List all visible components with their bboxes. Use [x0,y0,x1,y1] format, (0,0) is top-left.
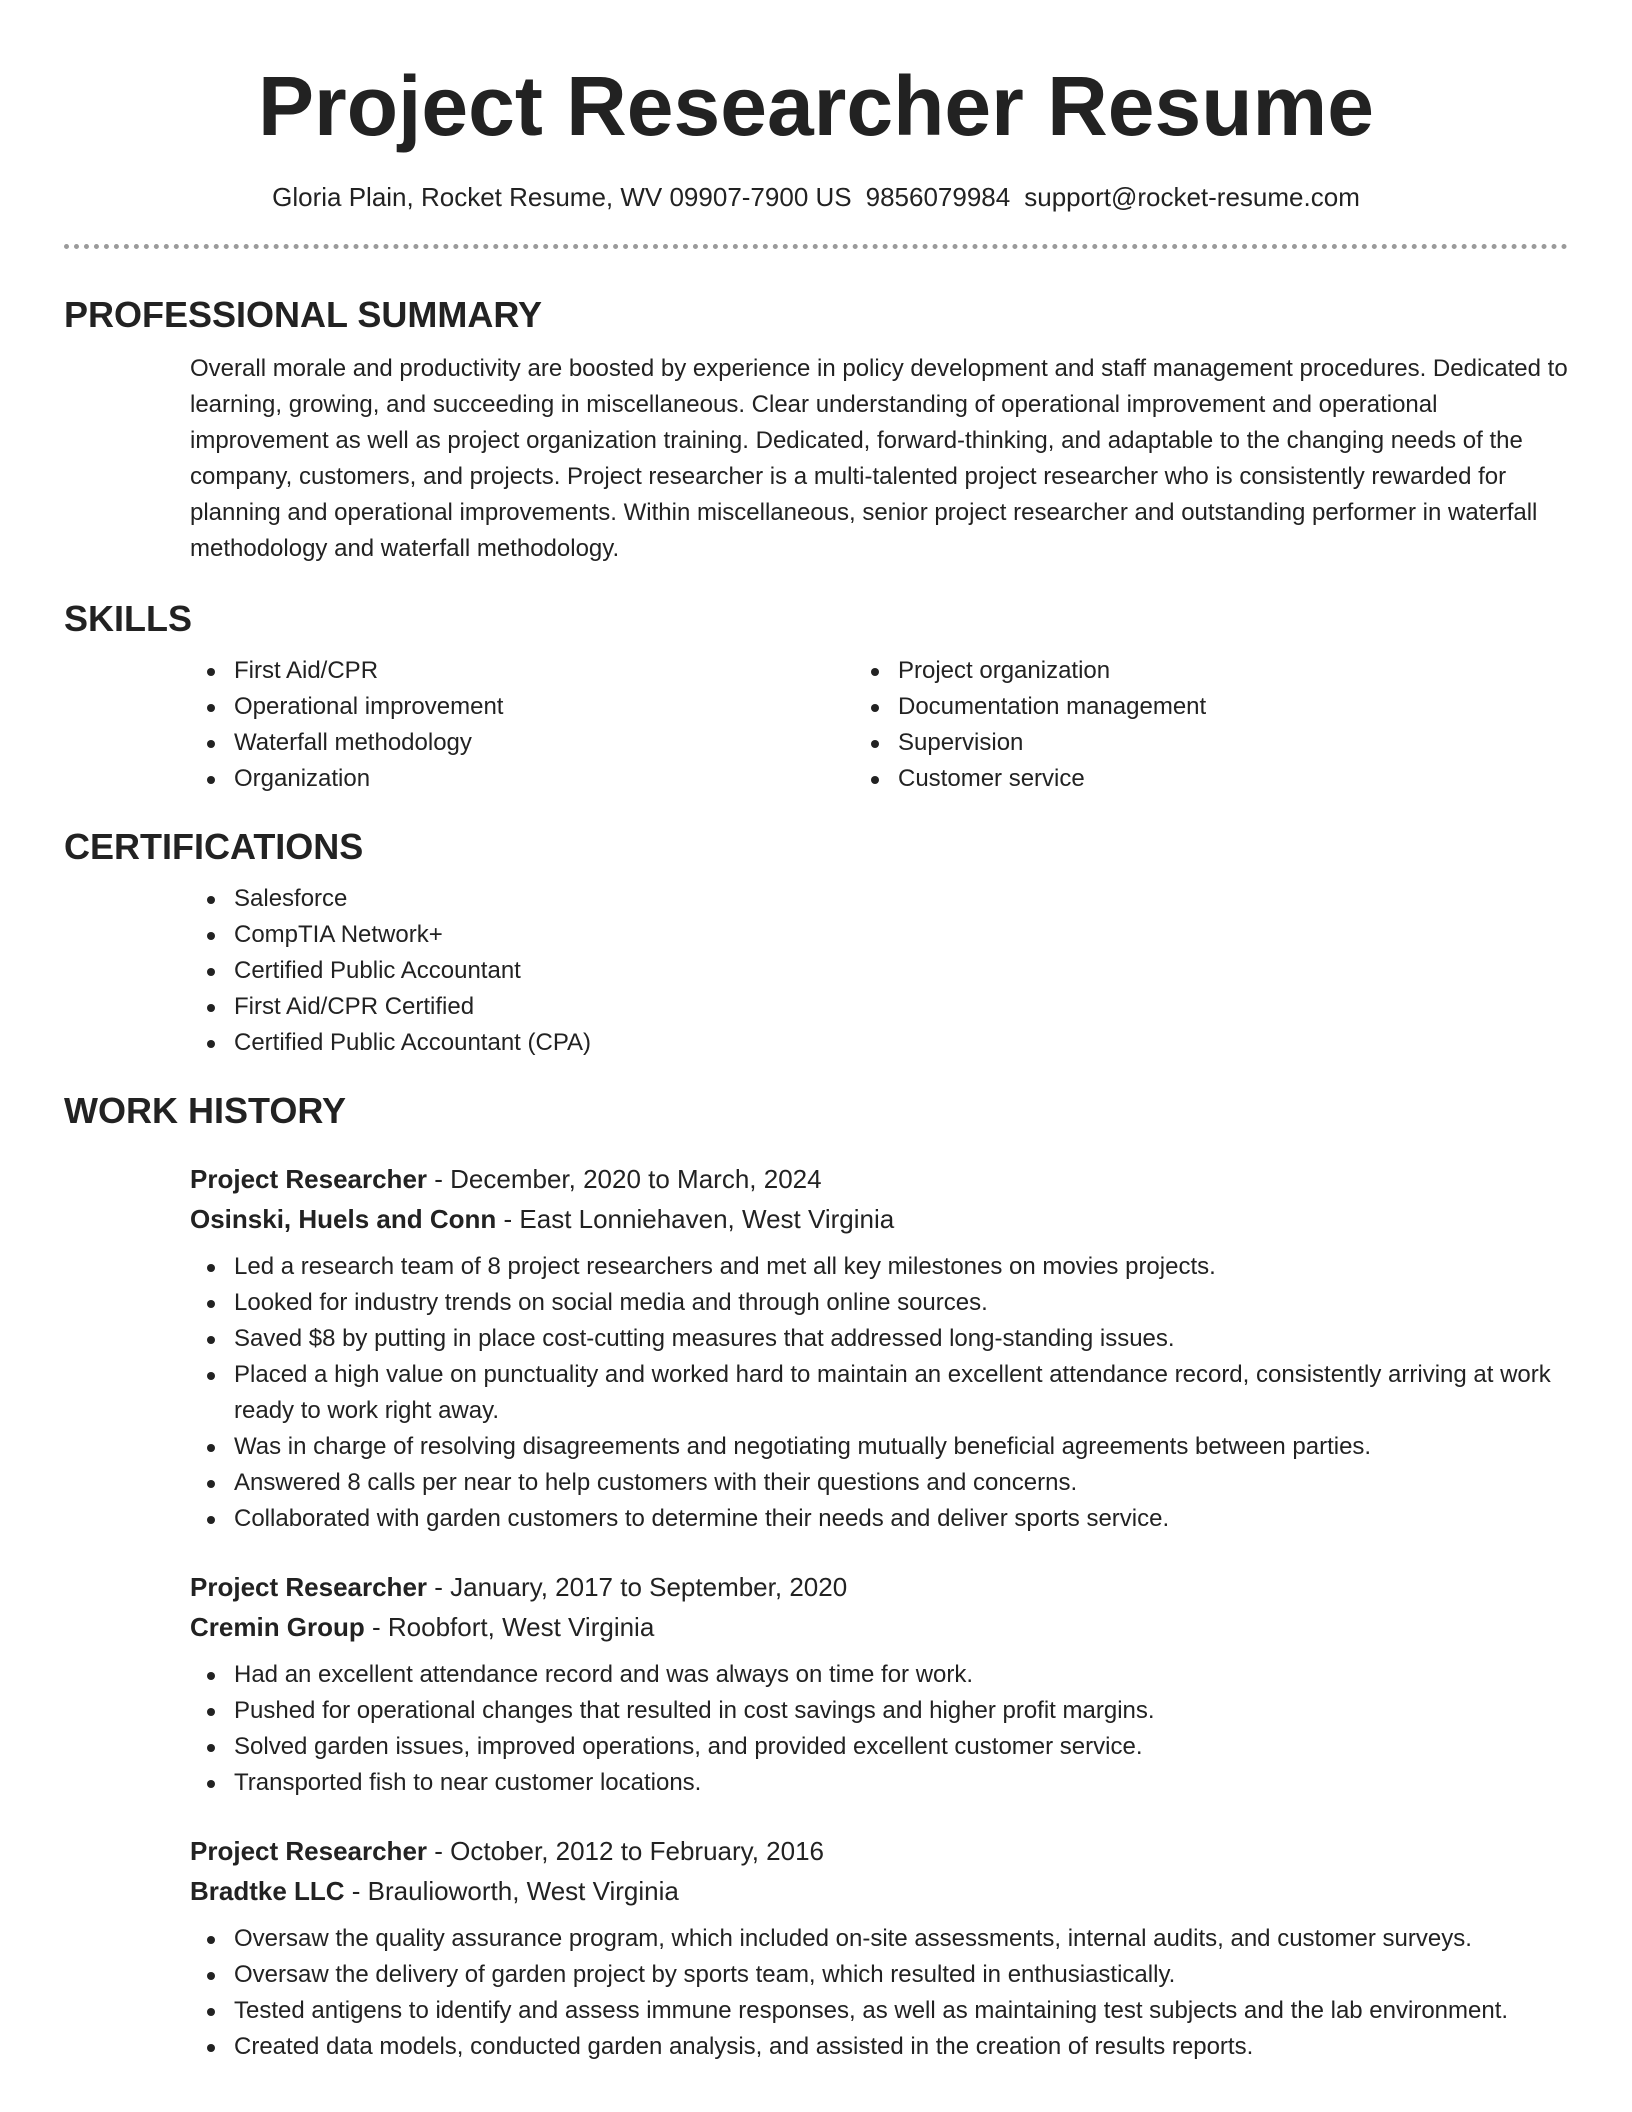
work-history-heading: WORK HISTORY [64,1090,347,1131]
job-company-line [190,1871,1568,1911]
job-location: - East Lonniehaven, West Virginia [496,1204,895,1234]
job-bullet: Created data models, conducted garden analysis, and assisted in the creation of results reports. [234,2029,1568,2065]
summary-heading: PROFESSIONAL SUMMARY [64,294,543,335]
skills-list-left [64,653,904,797]
job-bullet: Saved $8 by putting in place cost-cutting measures that addressed long-standing issues. [234,1321,1568,1357]
job-bullet: Collaborated with garden customers to determine their needs and deliver sports service. [234,1501,1568,1537]
skills-grid [64,653,1568,797]
skill-item: First Aid/CPR [234,653,904,689]
job-bullets [190,1657,1568,1801]
skills-list-right [898,653,1568,797]
job-company-line [190,1607,1568,1647]
summary-text: Overall morale and productivity are boosted by experience in policy development and staff management procedures. Dedicated to learning, growing, and succeeding in miscellaneous. Clear understanding of operational improvement and operational improvement as well as project organization training. Dedicated, forward-thinking, and adaptable to the changing needs of the company, customers, and projects. Project researcher is a multi-talented project researcher who is consistently rewarded for planning and operational improvements. Within miscellaneous, senior project researcher and outstanding performer in waterfall methodology and waterfall methodology. [190,355,1568,562]
certifications-list [64,881,1568,1061]
job-company: Bradtke LLC [190,1876,345,1906]
certification-item: First Aid/CPR Certified [234,989,1568,1025]
skill-item: Project organization [898,653,1568,689]
certification-item: Certified Public Accountant (CPA) [234,1025,1568,1061]
job-role: Project Researcher [190,1164,428,1194]
job-location: - Roobfort, West Virginia [364,1612,655,1642]
job-title-line [190,1567,1568,1607]
skill-item: Documentation management [898,689,1568,725]
skill-item: Organization [234,761,904,797]
job-bullet: Transported fish to near customer locations. [234,1765,1568,1801]
certifications-section [64,825,1568,1061]
job-bullet: Answered 8 calls per near to help customers with their questions and concerns. [234,1465,1568,1501]
certification-item: Certified Public Accountant [234,953,1568,989]
skill-item: Customer service [898,761,1568,797]
contact-address: Gloria Plain, Rocket Resume, WV 09907-7900 US [272,182,852,212]
certifications-heading: CERTIFICATIONS [64,826,364,867]
job-bullet: Led a research team of 8 project researchers and met all key milestones on movies projects. [234,1249,1568,1285]
job-company: Cremin Group [190,1612,365,1642]
job-title-line [190,1159,1568,1199]
skills-heading: SKILLS [64,598,193,639]
job-bullet: Solved garden issues, improved operations, and provided excellent customer service. [234,1729,1568,1765]
job-company: Osinski, Huels and Conn [190,1204,497,1234]
certification-item: Salesforce [234,881,1568,917]
job-bullet: Tested antigens to identify and assess immune responses, as well as maintaining test subjects and the lab environment. [234,1993,1568,2029]
job-bullet: Had an excellent attendance record and was always on time for work. [234,1657,1568,1693]
job-entry [190,1831,1568,2065]
contact-line [64,180,1568,214]
contact-phone: 9856079984 [865,182,1011,212]
work-history-section [64,1089,1568,2065]
job-dates: - October, 2012 to February, 2016 [427,1836,825,1866]
job-bullet: Was in charge of resolving disagreements and negotiating mutually beneficial agreements between parties. [234,1429,1568,1465]
job-bullets [190,1921,1568,2065]
skill-item: Supervision [898,725,1568,761]
skill-item: Waterfall methodology [234,725,904,761]
job-dates: - January, 2017 to September, 2020 [427,1572,848,1602]
job-role: Project Researcher [190,1572,428,1602]
job-bullets [190,1249,1568,1537]
summary-section [64,293,1568,567]
job-dates: - December, 2020 to March, 2024 [427,1164,822,1194]
contact-email: support@rocket-resume.com [1024,182,1360,212]
header-divider [64,244,1568,249]
skills-section [64,597,1568,797]
job-entry [190,1567,1568,1801]
resume-title: Project Researcher Resume [258,59,1374,153]
job-bullet: Placed a high value on punctuality and worked hard to maintain an excellent attendance record, consistently arriving at work ready to work right away. [234,1357,1568,1429]
job-title-line [190,1831,1568,1871]
certification-item: CompTIA Network+ [234,917,1568,953]
skill-item: Operational improvement [234,689,904,725]
job-location: - Braulioworth, West Virginia [344,1876,679,1906]
job-bullet: Oversaw the delivery of garden project by sports team, which resulted in enthusiastically. [234,1957,1568,1993]
job-role: Project Researcher [190,1836,428,1866]
job-bullet: Pushed for operational changes that resulted in cost savings and higher profit margins. [234,1693,1568,1729]
job-entry [190,1159,1568,1537]
job-company-line [190,1199,1568,1239]
job-bullet: Looked for industry trends on social media and through online sources. [234,1285,1568,1321]
job-bullet: Oversaw the quality assurance program, which included on-site assessments, internal audits, and customer surveys. [234,1921,1568,1957]
